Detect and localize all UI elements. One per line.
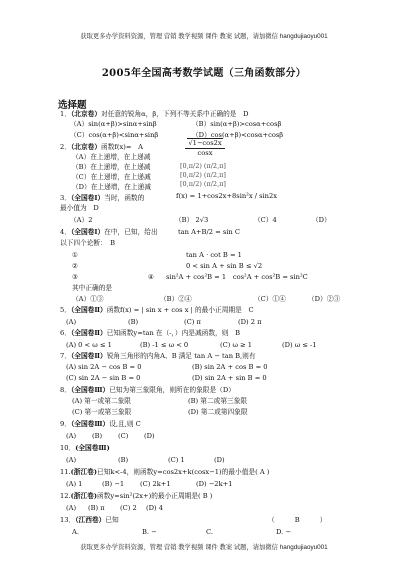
question-4-option-c: （C）①④	[254, 295, 286, 303]
question-13-option-d: D. −	[276, 528, 291, 536]
question-4-conclusion: 其中正确的是	[72, 284, 113, 292]
question-13-option-a: A.	[72, 528, 79, 536]
question-2-formula	[185, 139, 225, 157]
question-4-option-d: （D）②③	[308, 295, 341, 303]
question-13-option-b: B. −	[142, 528, 157, 536]
question-5-stem: 5．（全国卷Ⅱ）函数f(x) = | sin x + cos x | 的最小正周期是 C	[60, 306, 254, 314]
question-1-option-a: （A）sin(α+β)>sinα+sinβ	[70, 120, 157, 128]
question-7-option-b: (B) sin 2A + cos B = 0	[192, 363, 268, 371]
question-11-option-d: (D) −2k+1	[196, 480, 233, 488]
question-2-option-d: （D）在上递增，在上递减	[72, 183, 151, 191]
header-note: 获取更多办学资料资源，管理 营销 教学视频 课件 教案 试题，请加微信 hangdujiaoyu001	[80, 33, 328, 40]
question-5-option-a: (A)	[66, 318, 77, 326]
question-6-option-b: (B) -1 ≤ ω < 0	[140, 341, 189, 349]
question-3-option-a: （A）2	[70, 216, 93, 224]
question-4-expression: tan A+B/2 = sin C	[178, 228, 240, 236]
question-3-option-b-value: 2√3	[195, 216, 209, 224]
question-7-stem: 7．（全国卷Ⅱ）锐角三角形的内角A、B 满足 tan A − tan B,则有	[60, 352, 256, 360]
question-2-interval-overlay: [0,π/2) (π/2,π]	[180, 162, 226, 170]
question-4-stem-cont: 以下四个论断： B	[60, 239, 116, 247]
question-13-answer: （ B ）	[268, 516, 327, 524]
question-2-option-a: （A）在上递增，在上递减	[72, 153, 151, 161]
question-8-option-c: (C) 第一或第三象限	[72, 408, 132, 416]
question-5-option-c: (C) π	[184, 318, 201, 326]
question-5-option-d: (D) 2 π	[238, 318, 262, 326]
question-7-option-c: (C) sin 2A − sin B = 0	[66, 374, 141, 382]
question-13-option-c: C.	[206, 528, 214, 536]
question-11-option-c: (C) 2k+1	[140, 480, 171, 488]
question-6-option-c: (C) ω ≥ 1	[220, 341, 253, 349]
question-4-item-1: ①	[72, 251, 78, 259]
question-8-option-b: (B) 第二或第三象限	[188, 397, 248, 405]
question-2-denominator: cosx	[197, 149, 213, 157]
question-9-option-b: (B)	[92, 432, 103, 440]
question-4-item-1-expr: tan A · cot B = 1	[186, 251, 242, 259]
question-10-stem: 10．(全国卷Ⅲ)	[60, 444, 110, 452]
question-4-item-34-expr: sin²A + cos²B = 1 cos²A + cos²B = sin²C	[166, 273, 308, 281]
question-4-stem: 4．（全国卷Ⅰ）在中，已知，给出	[60, 228, 158, 236]
question-10-option-d: (D)	[214, 456, 225, 464]
question-10-option-c: (C) 1	[168, 456, 185, 464]
question-4-item-2: ②	[72, 262, 78, 270]
question-1-option-c: （C）cos(α+β)<sinα+sinβ	[70, 131, 159, 139]
question-12-option-d: (D) 4	[146, 504, 163, 512]
question-3-option-d: （D）	[312, 216, 331, 224]
question-9-stem: 9．（全国卷Ⅲ）设,且,则 C	[60, 420, 141, 428]
question-4-option-a: （A）①③	[72, 295, 104, 303]
question-6-option-d: (D) ω ≤ -1	[282, 341, 317, 349]
question-12-stem: 12.(浙江卷)函数y=sin²(2x+)的最小正周期是( B )	[60, 492, 213, 500]
question-5-option-c-value: π	[196, 318, 201, 326]
question-12-option-c: (C) 2	[120, 504, 137, 512]
question-10-option-a: (A)	[66, 456, 77, 464]
question-6-stem: 6．（全国卷Ⅱ）已知函数y=tan 在（-，）内是减函数，则 B	[60, 329, 240, 337]
footer-note: 获取更多办学资料资源，管理 营销 教学视频 课件 教案 试题，请加微信 hangdujiaoyu001	[80, 544, 328, 551]
question-4-item-3: ③	[72, 273, 78, 281]
question-3-function: f(x) = 1+cos2x+8sin²x / sin2x	[176, 192, 278, 200]
question-5-option-b: (B)	[128, 318, 139, 326]
question-11-stem: 11.(浙江卷)已知k<-4，则函数y=cos2x+k(cosx−1)的最小值是( A )	[60, 468, 270, 476]
question-4-item-2-expr: 0 < sin A + sin B ≤ √2	[186, 262, 263, 270]
question-1-option-b: （B）sin(α+β)>cosα+cosβ	[192, 120, 282, 128]
question-8-stem: 8．（全国卷Ⅲ）已知为第三象限角，则所在的象限是（D）	[60, 386, 235, 394]
question-9-option-d: (D)	[144, 432, 155, 440]
question-9-option-a: (A)	[66, 432, 77, 440]
question-2-numerator: √1−cos2x	[188, 139, 222, 147]
question-3-option-c: （C）4	[254, 216, 277, 224]
question-5-option-d-value: π	[257, 318, 262, 326]
question-10-option-b: (B)	[118, 456, 129, 464]
question-2-interval-overlay-2: [0,π/2) (π/2,π]	[180, 171, 226, 179]
question-7-option-d: (D) sin 2A + sin B = 0	[192, 374, 267, 382]
question-9-option-c: (C)	[118, 432, 129, 440]
question-8-option-d: (D) 第二或第四象限	[188, 408, 248, 416]
question-2-option-b: （B）在上递增，在上递减	[72, 163, 151, 171]
question-11-option-b: (B) −1	[102, 480, 125, 488]
question-12-option-a: (A)	[66, 504, 77, 512]
question-3-stem-cont: 最小值为 D	[60, 204, 99, 212]
section-heading: 选择题	[58, 100, 87, 111]
question-3-option-b: （B） 2√3	[175, 216, 209, 224]
question-11-option-a: (A) 1	[66, 480, 83, 488]
question-13-stem: 13．（江西卷）已知	[60, 516, 119, 524]
question-7-option-a: (A) sin 2A − cos B = 0	[66, 363, 142, 371]
question-3-stem: 3．（全国卷Ⅰ）当时，函数的	[60, 194, 145, 202]
question-4-option-b: （B）②④	[160, 295, 192, 303]
page-title: 2005年全国高考数学试题（三角函数部分）	[101, 68, 307, 79]
question-2-option-c: （C）在上递增，在上递减	[72, 173, 151, 181]
question-8-option-a: (A) 第一或第二象限	[72, 397, 131, 405]
question-1-option-d: （D）cos(α+β)<cosα+cosβ	[192, 131, 284, 139]
question-2-interval-overlay-3: [0,π/2) (π/2,π]	[180, 180, 226, 188]
question-12-option-b: (B) π	[88, 504, 105, 512]
question-6-option-a: (A) 0 < ω ≤ 1	[66, 341, 112, 349]
question-1-stem: 1．（北京卷）对任意的锐角α，β，下列不等关系中正确的是 D	[60, 110, 249, 118]
question-2-stem: 2．（北京卷）函数f(x)= A	[60, 143, 144, 151]
question-4-item-4: ④	[148, 273, 154, 281]
